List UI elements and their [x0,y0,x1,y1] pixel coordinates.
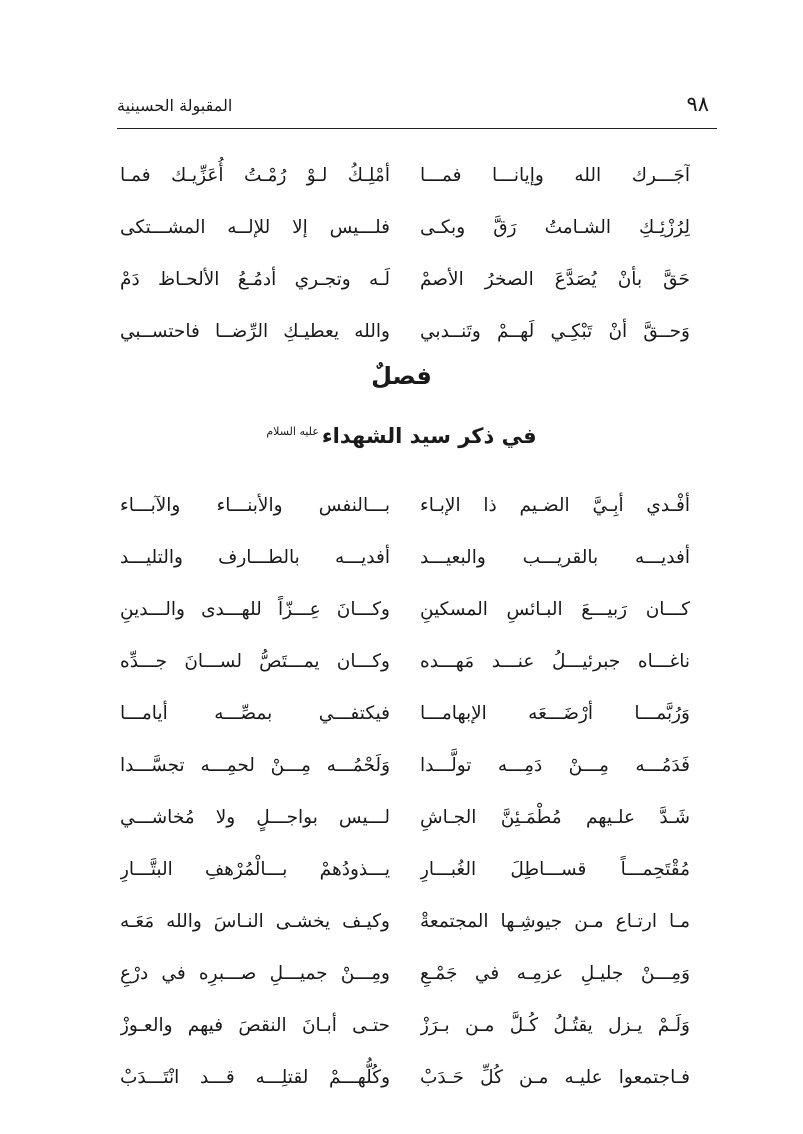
verse-first-hemistich: كـــان رَبيـــعَ البـائسِ المسكينِ [420,599,690,620]
verse-first-hemistich: فَدَمُـــه مِـــنْ دَمِـــه تولَّـــدا [420,755,690,776]
section-subtitle-text: في ذكر سيد الشهداء [321,424,537,448]
verse-second-hemistich: وَلَحْمُـــه مِـــنْ لحمِـــه تجسَّـــدا [120,755,390,776]
page-number: ٩٨ [686,92,709,116]
verse-second-hemistich: وكُلُّهـــمْ لقتلِـــه قـــد انْتَـــدَبْ [120,1067,390,1088]
honorific-glyph: عليه السلام [266,425,319,438]
verse-second-hemistich: بـــالنفس والأبنـــاء والآبـــاء [120,495,390,516]
verse-row [120,688,690,740]
verse-second-hemistich: فلـــيس إلا للإلــه المشـــتكى [120,217,390,238]
verse-second-hemistich: حتـى أبـانَ النقصَ فيهم والعـوزْ [120,1015,390,1036]
main-verses [120,480,690,1104]
verse-first-hemistich: وَرُبَّمـــا أرْضَـــعَه الإبهامـــا [420,703,690,724]
verse-second-hemistich: وكـــان يمـــتَصُّ لســـانَ جـــدِّه [120,651,390,672]
section-subtitle [0,424,803,448]
verse-first-hemistich: أفْـدي أبِـيَّ الضـيم ذا الإبـاء [420,495,690,516]
verse-row [120,792,690,844]
verse-first-hemistich: وَمِـــنْ جليـلِ عزمِـه في جَمْـعِ [420,963,690,984]
verse-row [120,740,690,792]
verse-row [120,1000,690,1052]
verse-second-hemistich: وكيـف يخشـى النـاسَ والله مَعَـه [120,911,390,932]
section-title: فصلٌ [371,362,432,390]
page-header [117,92,717,128]
verse-first-hemistich: وَلَـمْ يـزل يقتُـلُ كُـلَّ مـن بـرَزْ [420,1015,690,1036]
verse-second-hemistich: لـــيس بواجـــلٍ ولا مُخاشـــي [120,807,390,828]
verse-first-hemistich: وَحــقَّ أنْ تَبْكِـي لَهــمْ وتَنــدبي [420,321,690,342]
verse-second-hemistich: أفديـــه بالطـــارف والتليـــد [120,547,390,568]
verse-row [120,202,690,254]
verse-first-hemistich: حَقَّ بأنْ يُصَدَّعَ الصخرُ الأصمْ [420,269,690,290]
verse-row [120,1052,690,1104]
verse-first-hemistich: مُقْتَحِمـــاً قســـاطِلَ الغُبـــارِ [420,859,690,880]
verse-row [120,636,690,688]
verse-first-hemistich: آجَـــرك الله وإيانـــا فمـــا [420,165,690,186]
verse-second-hemistich: والله يعطيـكِ الرِّضــا فاحتســبي [120,321,390,342]
verse-first-hemistich: أفديـــه بالقريـــب والبعيـــد [420,547,690,568]
verse-first-hemistich: لِرُزْئِـكِ الشـامتُ رَقَّ وبكـى [420,217,690,238]
verse-row [120,306,690,358]
verse-second-hemistich: وكـــانَ عِـــزّاً للهـــدى والـــدينِ [120,599,390,620]
verse-first-hemistich: مـا ارتـاع مـن جيوشِـها المجتمعةْ [420,911,690,932]
verse-row [120,584,690,636]
top-verses [120,150,690,358]
verse-row [120,948,690,1000]
verse-row [120,254,690,306]
running-title: المقبولة الحسينية [117,96,233,115]
verse-first-hemistich: ناغـــاه جبرئيـــلُ عنـــد مَهـــده [420,651,690,672]
verse-second-hemistich: فيكتفـــي بمصِّـــه أيامـــا [120,703,390,724]
verse-second-hemistich: لَـه وتجـري أدمُـعُ الألحـاظ دَمْ [120,269,390,290]
verse-second-hemistich: يـــذودُهمْ بـــالْمُرْهفِ البتَّـــارِ [120,859,390,880]
verse-first-hemistich: فـاجتمعوا عليـه مـن كُلِّ حَـدَبْ [420,1067,690,1088]
verse-row [120,150,690,202]
verse-row [120,480,690,532]
verse-row [120,896,690,948]
verse-row [120,532,690,584]
verse-row [120,844,690,896]
verse-second-hemistich: ومِـــنْ جميـــلِ صـــبرِه في درْعِ [120,963,390,984]
verse-first-hemistich: شَـدَّ علـيهم مُطْمَـئِنَّ الجـاشِ [420,807,690,828]
verse-second-hemistich: أمْلِـكُ لـوْ رُمْـتُ أُعَزِّيـك فمـا [120,165,390,186]
header-rule [117,128,717,129]
